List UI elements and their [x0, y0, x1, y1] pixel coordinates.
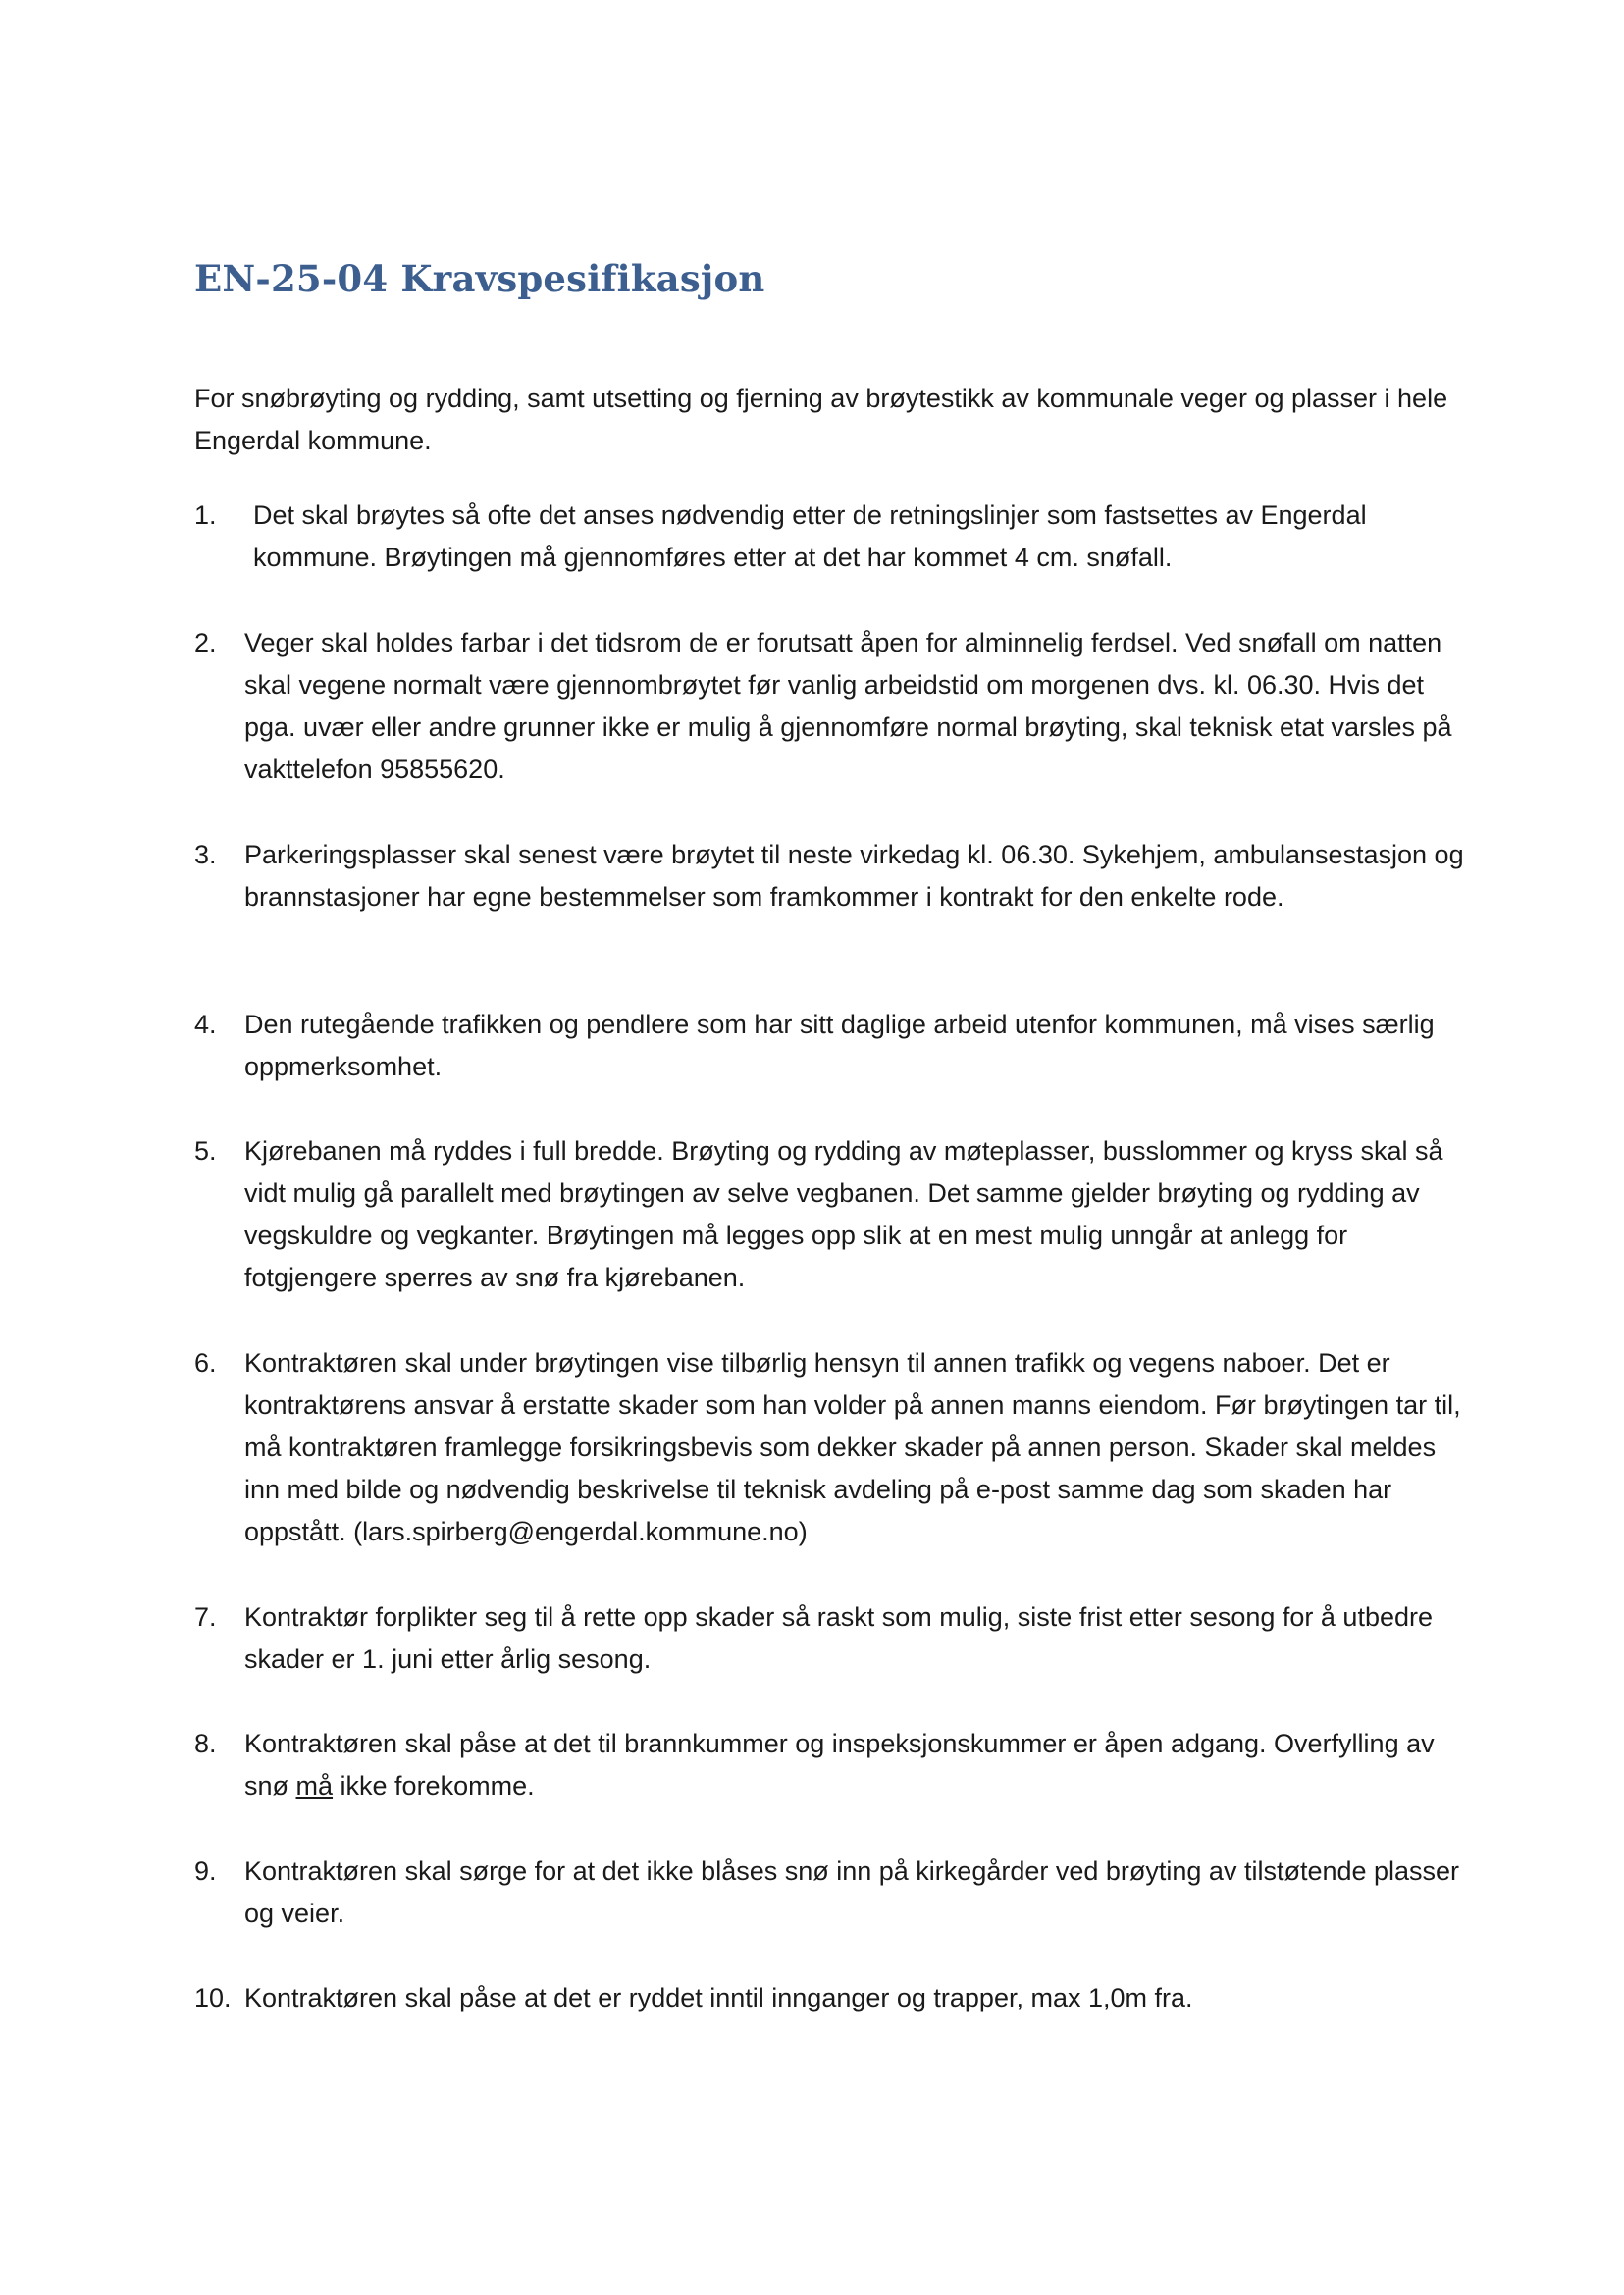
requirement-item [194, 495, 1470, 579]
requirement-text: Kjørebanen må ryddes i full bredde. Brøyting og rydding av møteplasser, busslommer og kryss skal så vidt mulig gå parallelt med brøytingen av selve vegbanen. Det samme gjelder brøyting og rydding av vegskuldre og vegkanter. Brøytingen må legges opp slik at en mest mulig unngår at anlegg for fotgjengere sperres av snø fra kjørebanen. [244, 1136, 1443, 1292]
requirement-number: 6. [194, 1348, 217, 1378]
requirement-underlined-word: må [295, 1771, 334, 1800]
requirement-number: 7. [194, 1602, 217, 1632]
requirement-number: 9. [194, 1856, 217, 1886]
requirement-item [194, 1004, 1470, 1088]
requirement-number: 3. [194, 840, 217, 869]
document-title: EN-25-04 Kravspesifikasjon [194, 257, 765, 300]
requirement-item [194, 834, 1470, 918]
requirement-text: Kontraktøren skal påse at det er ryddet inntil innganger og trapper, max 1,0m fra. [244, 1983, 1193, 2012]
requirement-text: Kontraktør forplikter seg til å rette opp skader så raskt som mulig, siste frist etter sesong for å utbedre skader er 1. juni etter årlig sesong. [244, 1602, 1434, 1674]
intro-paragraph: For snøbrøyting og rydding, samt utsetting og fjerning av brøytestikk av kommunale veger og plasser i hele Engerdal kommune. [194, 384, 1448, 455]
requirement-number: 2. [194, 628, 217, 657]
requirement-text: Kontraktøren skal under brøytingen vise tilbørlig hensyn til annen trafikk og vegens naboer. Det er kontraktørens ansvar å erstatte skader som han volder på annen manns eiendom. Før brøytingen tar til, må kontraktøren framlegge forsikringsbevis som dekker skader på annen person. Skader skal meldes inn med bilde og nødvendig beskrivelse til teknisk avdeling på e-post samme dag som skaden har oppstått. (lars.spirberg@engerdal.kommune.no) [244, 1348, 1461, 1546]
requirement-item [194, 1977, 1470, 2019]
requirement-text: Kontraktøren skal sørge for at det ikke blåses snø inn på kirkegårder ved brøyting av tilstøtende plasser og veier. [244, 1856, 1460, 1928]
requirement-text [244, 1723, 1466, 1807]
requirement-text-part: ikke forekomme. [333, 1771, 535, 1800]
requirement-text: Den rutegående trafikken og pendlere som har sitt daglige arbeid utenfor kommunen, må vises særlig oppmerksomhet. [244, 1010, 1435, 1081]
requirement-item [194, 1130, 1470, 1299]
requirement-item [194, 1851, 1470, 1935]
requirement-item [194, 1723, 1470, 1807]
requirement-number: 1. [194, 500, 217, 530]
requirement-number: 4. [194, 1010, 217, 1039]
requirement-text: Det skal brøytes så ofte det anses nødvendig etter de retningslinjer som fastsettes av Engerdal kommune. Brøytingen må gjennomføres etter at det har kommet 4 cm. snøfall. [253, 500, 1367, 572]
requirement-number: 5. [194, 1136, 217, 1166]
requirement-item [194, 1342, 1470, 1553]
requirement-number: 8. [194, 1729, 217, 1758]
requirement-text: Veger skal holdes farbar i det tidsrom de er forutsatt åpen for alminnelig ferdsel. Ved snøfall om natten skal vegene normalt være gjennombrøytet før vanlig arbeidstid om morgenen dvs. kl. 06.30. Hvis det pga. uvær eller andre grunner ikke er mulig å gjennomføre normal brøyting, skal teknisk etat varsles på vakttelefon 95855620. [244, 628, 1452, 784]
requirement-item [194, 1596, 1470, 1681]
requirement-text: Parkeringsplasser skal senest være brøytet til neste virkedag kl. 06.30. Sykehjem, ambulansestasjon og brannstasjoner har egne bestemmelser som framkommer i kontrakt for den enkelte rode. [244, 840, 1464, 912]
requirement-number: 10. [194, 1983, 232, 2012]
requirement-text-part: Kontraktøren skal påse at det til brannkummer og inspeksjonskummer er åpen adgang. Overfylling av snø [244, 1729, 1435, 1800]
requirement-item [194, 622, 1470, 791]
